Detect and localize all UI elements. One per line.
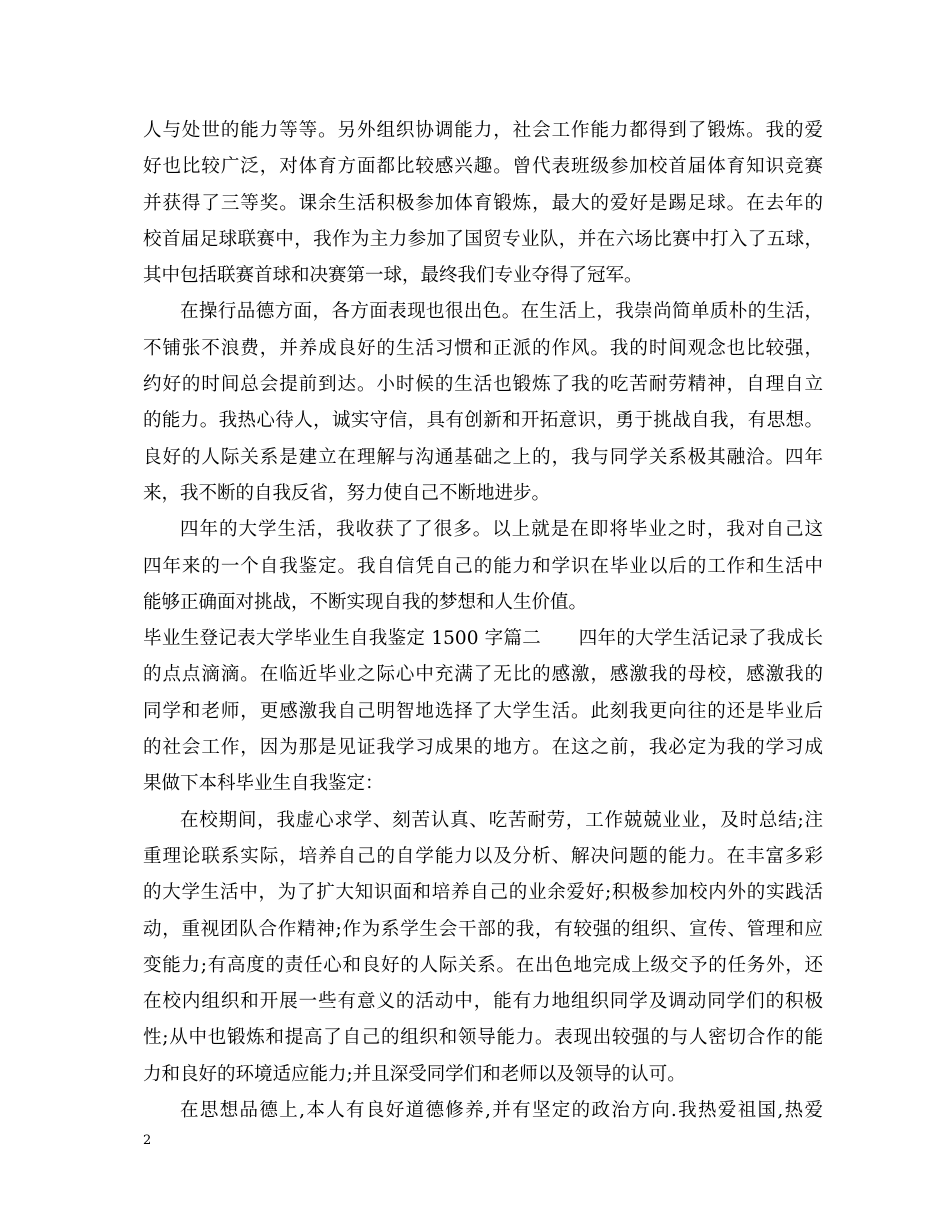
- page-number: 2: [143, 1133, 152, 1148]
- text-line: 四年的大学生活，我收获了了很多。以上就是在即将毕业之时，我对自己这: [180, 519, 823, 541]
- text-line: 其中包括联赛首球和决赛第一球，最终我们专业夺得了冠军。: [143, 265, 643, 287]
- text-line: 在校内组织和开展一些有意义的活动中，能有力地组织同学及调动同学们的积极: [143, 991, 823, 1013]
- text-line: 校首届足球联赛中，我作为主力参加了国贸专业队，并在六场比赛中打入了五球，: [143, 228, 823, 250]
- text-line: 的能力。我热心待人，诚实守信，具有创新和开拓意识，勇于挑战自我，有思想。: [143, 410, 823, 432]
- text-line: 在操行品德方面，各方面表现也很出色。在生活上，我崇尚简单质朴的生活，: [180, 301, 823, 323]
- body-text: [143, 113, 823, 1129]
- text-line: 动，重视团队合作精神;作为系学生会干部的我，有较强的组织、宣传、管理和应: [143, 918, 823, 940]
- text-line: 能够正确面对挑战，不断实现自我的梦想和人生价值。: [143, 591, 588, 613]
- text-line: 在校期间，我虚心求学、刻苦认真、吃苦耐劳，工作兢兢业业，及时总结;注: [180, 809, 823, 831]
- text-line: 重理论联系实际，培养自己的自学能力以及分析、解决问题的能力。在丰富多彩: [143, 845, 823, 867]
- text-line: 来，我不断的自我反省，努力使自己不断地进步。: [143, 482, 551, 504]
- text-line: 性;从中也锻炼和提高了自己的组织和领导能力。表现出较强的与人密切合作的能: [143, 1027, 823, 1049]
- text-line: 良好的人际关系是建立在理解与沟通基础之上的，我与同学关系极其融洽。四年: [143, 446, 823, 468]
- text-line: 同学和老师，更感激我自己明智地选择了大学生活。此刻我更向往的还是毕业后: [143, 700, 823, 722]
- text-line: 四年来的一个自我鉴定。我自信凭自己的能力和学识在毕业以后的工作和生活中: [143, 555, 823, 577]
- text-line: 力和良好的环境适应能力;并且深受同学们和老师以及领导的认可。: [143, 1063, 686, 1085]
- text-line: 约好的时间总会提前到达。小时候的生活也锻炼了我的吃苦耐劳精神，自理自立: [143, 374, 823, 396]
- text-line: 果做下本科毕业生自我鉴定：: [143, 773, 384, 795]
- text-line: 在思想品德上,本人有良好道德修养,并有坚定的政治方向.我热爱祖国,热爱: [180, 1100, 823, 1122]
- text-line: 不铺张不浪费，并养成良好的生活习惯和正派的作风。我的时间观念也比较强，: [143, 337, 823, 359]
- text-line: 人与处世的能力等等。另外组织协调能力，社会工作能力都得到了锻炼。我的爱: [143, 120, 823, 141]
- text-line: 好也比较广泛，对体育方面都比较感兴趣。曾代表班级参加校首届体育知识竞赛: [143, 156, 823, 178]
- text-line: 的大学生活中，为了扩大知识面和培养自己的业余爱好;积极参加校内外的实践活: [143, 882, 823, 904]
- text-line: 并获得了三等奖。课余生活积极参加体育锻炼，最大的爱好是踢足球。在去年的: [143, 192, 823, 214]
- text-line: 毕业生登记表大学毕业生自我鉴定 1500 字篇二 四年的大学生活记录了我成长: [143, 628, 823, 650]
- text-line: 的社会工作，因为那是见证我学习成果的地方。在这之前，我必定为我的学习成: [143, 737, 823, 759]
- text-line: 的点点滴滴。在临近毕业之际心中充满了无比的感激，感激我的母校，感激我的: [143, 664, 823, 686]
- text-line: 变能力;有高度的责任心和良好的人际关系。在出色地完成上级交予的任务外，还: [143, 954, 823, 976]
